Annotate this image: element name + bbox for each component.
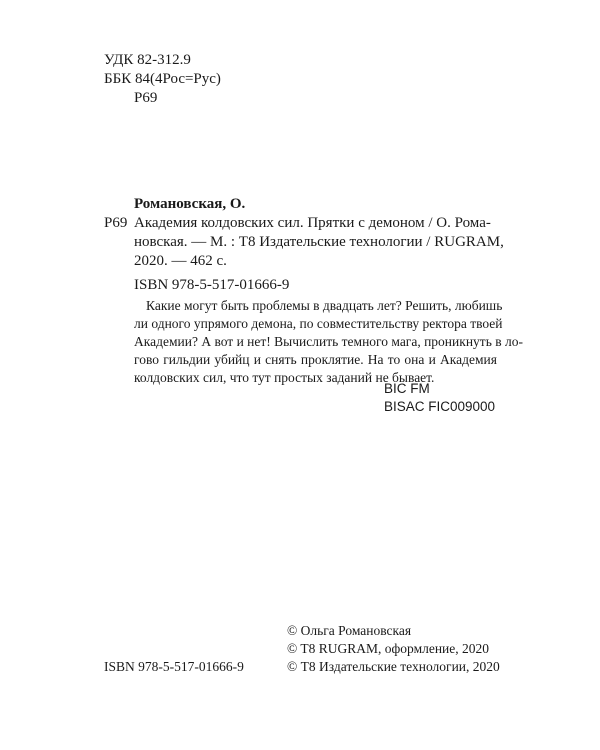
description-line-1: Академия колдовских сил. Прятки с демоном / О. Рома- xyxy=(134,215,491,231)
annotation-line-2: ли одного упрямого демона, по совместительству ректора твоей xyxy=(134,316,503,331)
author-heading: Романовская, О. xyxy=(134,196,246,212)
author-mark: Р69 xyxy=(134,90,158,106)
bibliographic-mark: Р69 xyxy=(104,215,128,231)
copyright-design: © T8 RUGRAM, оформление, 2020 xyxy=(287,641,490,656)
copyright-author: © Ольга Романовская xyxy=(287,623,412,638)
copyright-block xyxy=(287,622,500,676)
annotation-line-1: Какие могут быть проблемы в двадцать лет? Решить, любишь xyxy=(146,298,503,313)
description-line-3: 2020. — 462 с. xyxy=(134,253,227,269)
copyright-publisher: © Т8 Издательские технологии, 2020 xyxy=(287,659,500,674)
annotation-line-4: гово гильдии убийц и снять проклятие. На то она и Академия xyxy=(134,352,497,367)
isbn-record: ISBN 978-5-517-01666-9 xyxy=(134,277,290,293)
description-line-2: новская. — М. : Т8 Издательские технологии / RUGRAM, xyxy=(134,234,504,250)
bic-code: BIC FM xyxy=(384,381,430,396)
annotation-line-3: Академии? А вот и нет! Вычислить темного мага, проникнуть в ло- xyxy=(134,334,523,349)
bisac-code: BISAC FIC009000 xyxy=(384,399,496,414)
annotation xyxy=(134,297,523,387)
bbk-code: ББК 84(4Рос=Рус) xyxy=(104,71,221,87)
footer-isbn: ISBN 978-5-517-01666-9 xyxy=(104,659,244,674)
annotation-line-5: колдовских сил, что тут простых заданий не бывает. xyxy=(134,370,435,385)
udk-code: УДК 82-312.9 xyxy=(104,52,191,68)
